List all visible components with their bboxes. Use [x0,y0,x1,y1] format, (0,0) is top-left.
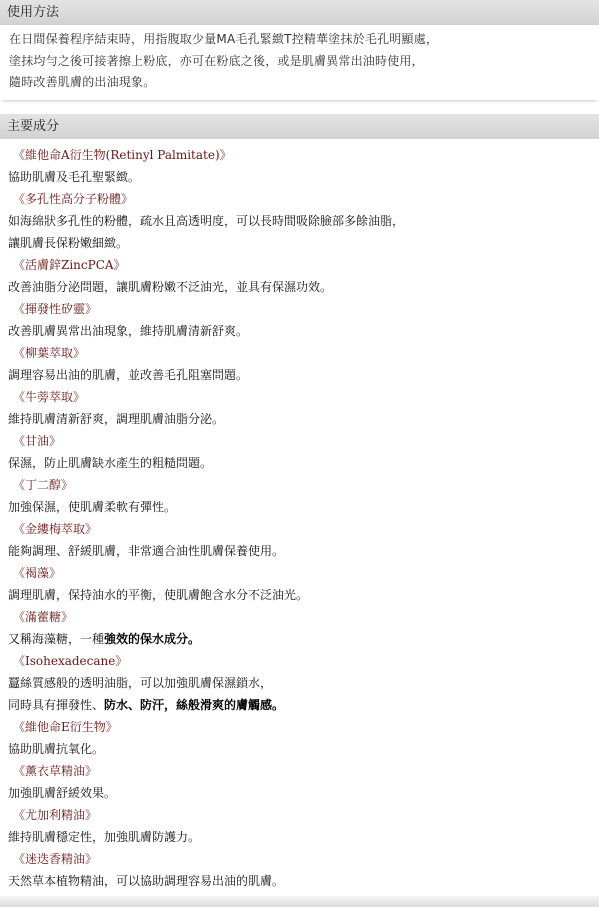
ingredient-name: 《金縷梅萃取》 [13,522,98,536]
ingredient-description [8,694,599,716]
ingredient-name: 《甘油》 [13,434,62,448]
ingredient-description: 讓肌膚長保粉嫩細緻。 [8,236,129,250]
usage-title: 使用方法 [7,5,60,20]
ingredient-description: 調理肌膚，保持油水的平衡，使肌膚飽含水分不泛油光。 [8,588,309,602]
ingredient-description [8,628,599,650]
ingredient-name: 《滿藿糖》 [13,610,74,624]
text-bold: 強效的保水成分 [104,632,189,646]
ingredient-description: 調理容易出油的肌膚，並改善毛孔阻塞問題。 [8,368,249,382]
ingredients-list [0,139,599,892]
ingredient-description: 加強肌膚舒緩效果。 [8,786,117,800]
ingredient-name: 《丁二醇》 [13,478,74,492]
ingredient-description: 協助肌膚抗氧化。 [8,742,105,756]
ingredient-description: 能夠調理、舒緩肌膚，非常適合油性肌膚保養使用。 [8,544,285,558]
ingredient-description: 改善肌膚異常出油現象，維持肌膚清新舒爽。 [8,324,249,338]
text-tail: 。 [272,698,285,712]
ingredient-description: 協助肌膚及毛孔聖緊緻。 [8,170,141,184]
text-normal: 又稱海藻糖，一種 [8,632,105,646]
ingredient-description: 維持肌膚穩定性，加強肌膚防護力。 [8,830,201,844]
ingredient-name: 《牛蒡萃取》 [13,390,86,404]
usage-body [0,25,599,100]
text-tail: 。 [188,632,201,646]
usage-line: 在日間保養程序結束時，用指腹取少量MA毛孔緊緻T控精華塗抹於毛孔明顯處， [9,32,439,46]
usage-line: 塗抹均勻之後可接著擦上粉底，亦可在粉底之後，或是肌膚異常出油時使用， [9,53,424,68]
ingredient-name: 《活膚鋅ZincPCA》 [13,258,126,272]
ingredient-name: 《揮發性矽靈》 [13,302,98,316]
ingredient-description: 蠶絲質感般的透明油脂，可以加強肌膚保濕鎖水， [8,676,273,690]
ingredient-description: 保濕，防止肌膚缺水產生的粗糙問題。 [8,456,213,470]
ingredient-name: 《迷迭香精油》 [13,852,98,866]
ingredient-name: 《維他命A衍生物(Retinyl Palmitate)》 [13,148,232,162]
text-bold: 防水、防汗，絲般滑爽的膚觸感 [104,698,273,712]
bottom-divider [0,896,599,907]
text-normal: 同時具有揮發性、 [8,698,105,712]
ingredient-description: 改善油脂分泌問題，讓肌膚粉嫩不泛油光，並具有保濕功效。 [8,280,333,294]
ingredient-name: 《Isohexadecane》 [13,654,128,668]
usage-section-header [0,0,599,25]
ingredient-description: 維持肌膚清新舒爽，調理肌膚油脂分泌。 [8,412,225,426]
ingredient-name: 《薰衣草精油》 [13,764,98,778]
ingredients-section-header [0,114,599,139]
ingredient-description: 天然草本植物精油，可以協助調理容易出油的肌膚。 [8,874,285,888]
ingredient-name: 《尤加利精油》 [13,808,98,822]
usage-line: 隨時改善肌膚的出油現象。 [9,75,156,89]
ingredient-description: 加強保濕，使肌膚柔軟有彈性。 [8,500,177,514]
ingredient-name: 《多孔性高分子粉體》 [13,192,134,206]
ingredient-name: 《柳葉萃取》 [13,346,86,360]
ingredient-name: 《褐藻》 [13,566,62,580]
ingredient-name: 《維他命E衍生物》 [13,720,118,734]
ingredient-description: 如海綿狀多孔性的粉體，疏水且高透明度，可以長時間吸除臉部多餘油脂， [8,214,405,228]
ingredients-title: 主要成分 [7,119,60,134]
